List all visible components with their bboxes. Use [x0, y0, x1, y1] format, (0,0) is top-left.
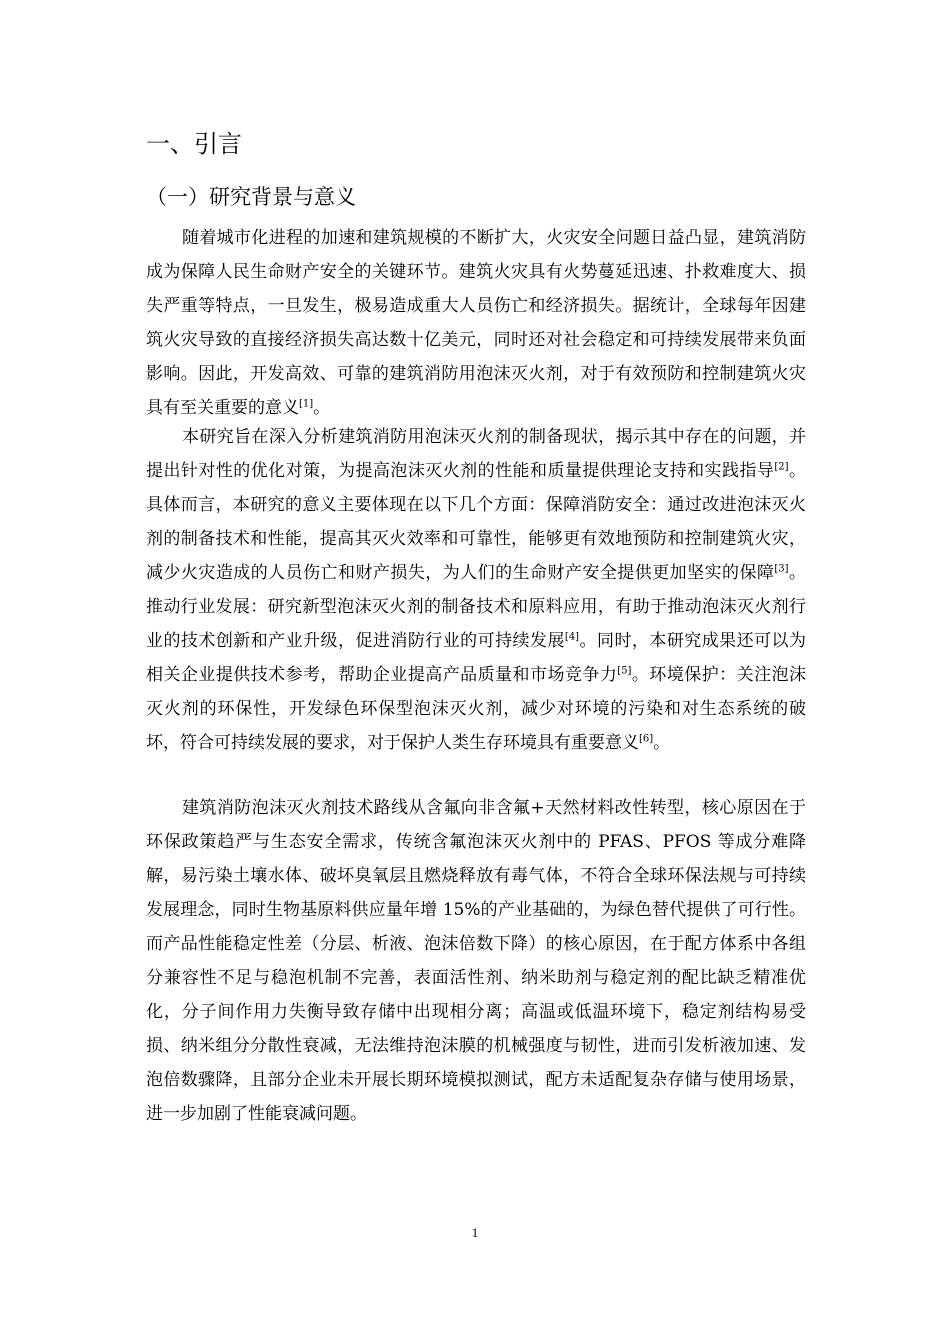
citation-marker: [6] [639, 733, 654, 745]
paragraph-significance: 本研究旨在深入分析建筑消防用泡沫灭火剂的制备现状，揭示其中存在的问题，并提出针对性的优化对策，为提高泡沫灭火剂的性能和质量提供理论支持和实践指导[2]。具体而言，本研究的意义主要体现在以下几个方面：保障消防安全：通过改进泡沫灭火剂的制备技术和性能，提高其灭火效率和可靠性，能够更有效地预防和控制建筑火灾，减少火灾造成的人员伤亡和财产损失，为人们的生命财产安全提供更加坚实的保障[3]。推动行业发展：研究新型泡沫灭火剂的制备技术和原料应用，有助于推动泡沫灭火剂行业的技术创新和产业升级，促进消防行业的可持续发展[4]。同时，本研究成果还可以为相关企业提供技术参考，帮助企业提高产品质量和市场竞争力[5]。环境保护：关注泡沫灭火剂的环保性，开发绿色环保型泡沫灭火剂，减少对环境的污染和对生态系统的破坏，符合可持续发展的要求，对于保护人类生存环境具有重要意义[6]。 [146, 427, 807, 753]
citation-marker: [1] [299, 398, 314, 410]
paragraph-background: 随着城市化进程的加速和建筑规模的不断扩大，火灾安全问题日益凸显，建筑消防成为保障人民生命财产安全的关键环节。建筑火灾具有火势蔓延迅速、扑救难度大、损失严重等特点，一旦发生，极易造成重大人员伤亡和经济损失。据统计，全球每年因建筑火灾导致的直接经济损失高达数十亿美元，同时还对社会稳定和可持续发展带来负面影响。因此，开发高效、可靠的建筑消防用泡沫灭火剂，对于有效预防和控制建筑火灾具有至关重要的意义[1]。 [146, 228, 806, 418]
subsection-heading: （一）研究背景与意义 [146, 185, 356, 209]
page-number: 1 [471, 1225, 479, 1240]
citation-marker: [4] [564, 631, 580, 643]
section-heading: 一、引言 [146, 130, 242, 158]
paragraph-technology-route: 建筑消防泡沫灭火剂技术路线从含氟向非含氟+天然材料改性转型，核心原因在于环保政策趋严与生态安全需求，传统含氟泡沫灭火剂中的 PFAS、PFOS 等成分难降解，易污染土壤水体、破坏臭氧层且燃烧释放有毒气体，不符合全球环保法规与可持续发展理念，同时生物基原料供应量年增 15%的产业基础的，为绿色替代提供了可行性。而产品性能稳定性差（分层、析液、泡沫倍数下降）的核心原因，在于配方体系中各组分兼容性不足与稳泡机制不完善，表面活性剂、纳米助剂与稳定剂的配比缺乏精准优化，分子间作用力失衡导致存储中出现相分离；高温或低温环境下，稳定剂结构易受损、纳米组分分散性衰减，无法维持泡沫膜的机械强度与韧性，进而引发析液加速、发泡倍数骤降，且部分企业未开展长期环境模拟测试，配方未适配复杂存储与使用场景，进一步加剧了性能衰减问题。 [146, 798, 806, 1124]
citation-marker: [2] [774, 461, 789, 473]
citation-marker: [3] [774, 563, 789, 575]
citation-marker: [5] [617, 665, 632, 677]
